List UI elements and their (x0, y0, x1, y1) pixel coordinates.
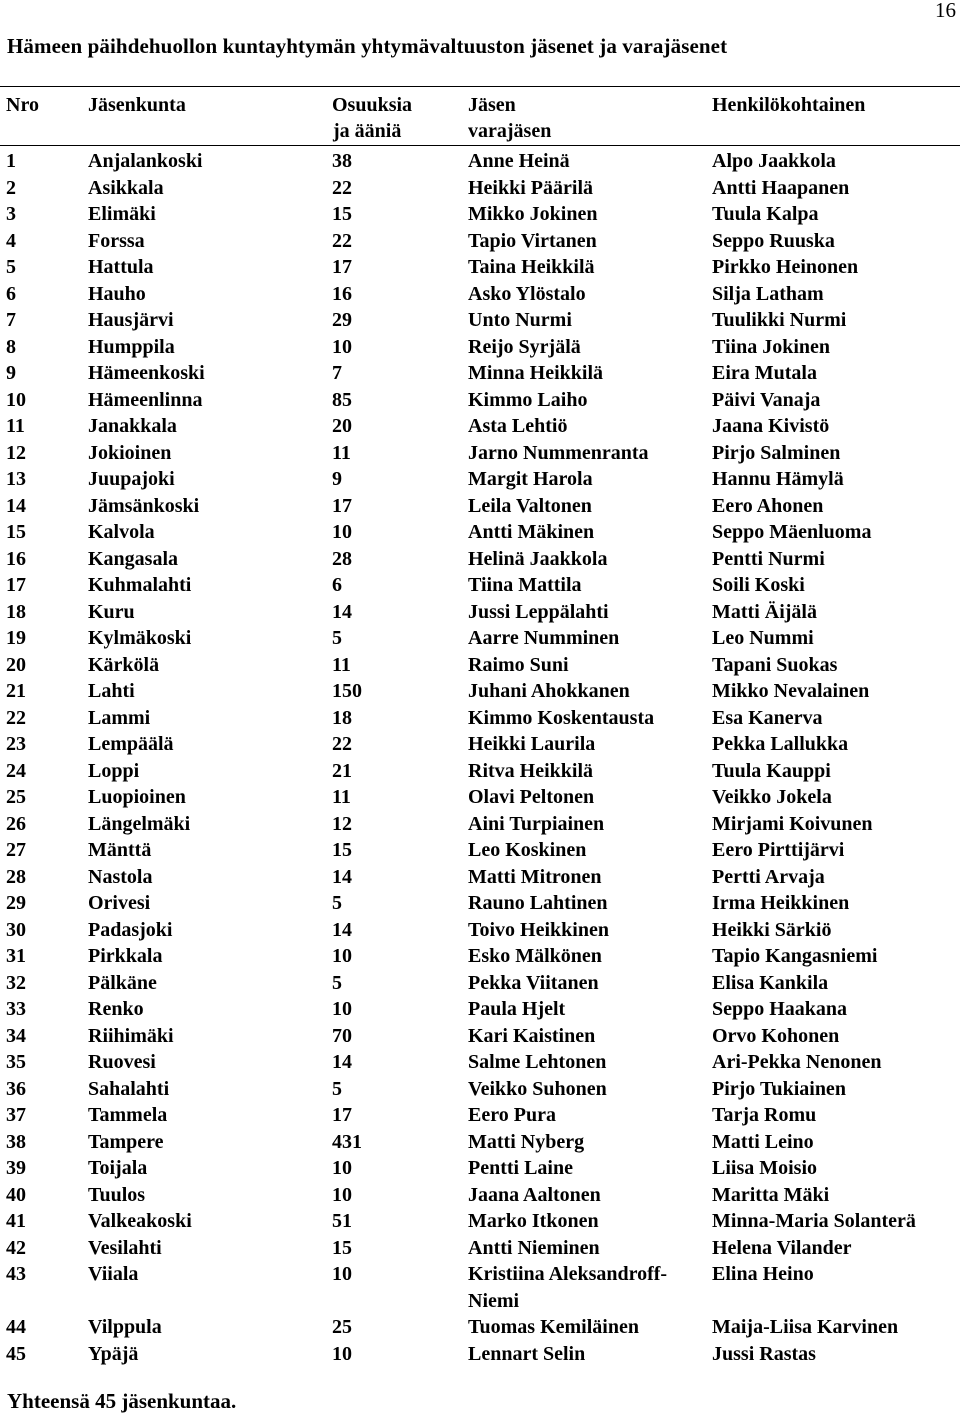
cell-jasen: Eero Pura (468, 1104, 556, 1126)
cell-jasen: Jarno Nummenranta (468, 441, 649, 464)
header-osuuksia (332, 92, 412, 144)
cell-osuuksia: 17 (332, 1104, 352, 1126)
cell-osuuksia: 18 (332, 706, 352, 729)
cell-jasen: Margit Harola (468, 468, 593, 490)
table-row (0, 1049, 960, 1076)
cell-henkilokohtainen: Mirjami Koivunen (712, 812, 873, 835)
cell-osuuksia: 70 (332, 1024, 352, 1047)
cell-jasen: Veikko Suhonen (468, 1077, 607, 1100)
cell-jasen: Aarre Numminen (468, 627, 620, 649)
cell-osuuksia: 431 (332, 1130, 362, 1153)
cell-henkilokohtainen: Pirjo Salminen (712, 441, 841, 464)
cell-osuuksia: 5 (332, 892, 342, 914)
cell-nro: 3 (6, 203, 16, 225)
header-jasen-line1: Jäsen (468, 94, 516, 116)
cell-jasen: Helinä Jaakkola (468, 547, 608, 570)
table-row (0, 1155, 960, 1182)
table-row (0, 440, 960, 467)
cell-henkilokohtainen: Tuulikki Nurmi (712, 309, 847, 331)
cell-nro: 40 (6, 1183, 26, 1206)
cell-jasenkunta: Jokioinen (88, 441, 172, 464)
cell-nro: 31 (6, 945, 26, 967)
cell-nro: 11 (6, 415, 25, 437)
cell-henkilokohtainen: Soili Koski (712, 574, 805, 596)
cell-nro: 16 (6, 547, 26, 570)
cell-nro: 10 (6, 388, 26, 411)
cell-jasen: Pentti Laine (468, 1157, 573, 1179)
cell-jasenkunta: Vilppula (88, 1316, 162, 1338)
cell-henkilokohtainen: Seppo Mäenluoma (712, 521, 872, 543)
cell-jasenkunta: Tammela (88, 1104, 168, 1126)
cell-jasenkunta: Asikkala (88, 176, 164, 199)
cell-jasen: Mikko Jokinen (468, 203, 598, 225)
cell-nro: 39 (6, 1157, 26, 1179)
cell-jasen: Reijo Syrjälä (468, 335, 581, 358)
table-row (0, 1314, 960, 1341)
cell-nro: 6 (6, 282, 16, 305)
table-row (0, 201, 960, 228)
cell-jasenkunta: Ruovesi (88, 1051, 156, 1073)
cell-nro: 27 (6, 839, 26, 861)
cell-jasen: Kari Kaistinen (468, 1024, 596, 1047)
cell-henkilokohtainen: Veikko Jokela (712, 786, 832, 808)
cell-nro: 15 (6, 521, 26, 543)
cell-nro: 2 (6, 176, 16, 199)
header-henkilokohtainen: Henkilökohtainen (712, 94, 866, 116)
table-row (0, 970, 960, 997)
cell-henkilokohtainen: Pirkko Heinonen (712, 256, 859, 278)
table-row (0, 493, 960, 520)
cell-jasen: Heikki Päärilä (468, 176, 593, 199)
cell-nro: 19 (6, 627, 26, 649)
cell-osuuksia: 25 (332, 1316, 352, 1338)
cell-jasen: Kristiina Aleksandroff-Niemi (468, 1263, 668, 1312)
table-row (0, 1129, 960, 1156)
cell-jasen: Leila Valtonen (468, 494, 592, 517)
cell-jasenkunta: Renko (88, 998, 144, 1020)
cell-osuuksia: 10 (332, 998, 352, 1020)
cell-nro: 24 (6, 759, 26, 782)
cell-jasen: Salme Lehtonen (468, 1051, 607, 1073)
table-row (0, 228, 960, 255)
table-row (0, 864, 960, 891)
cell-nro: 37 (6, 1104, 26, 1126)
cell-osuuksia: 22 (332, 176, 352, 199)
cell-henkilokohtainen: Esa Kanerva (712, 706, 823, 729)
table-row (0, 1182, 960, 1209)
cell-jasen: Minna Heikkilä (468, 362, 604, 384)
cell-jasenkunta: Mänttä (88, 839, 152, 861)
cell-nro: 26 (6, 812, 26, 835)
cell-jasenkunta: Loppi (88, 759, 140, 782)
cell-osuuksia: 11 (332, 441, 351, 464)
table-row (0, 1102, 960, 1129)
header-nro: Nro (6, 94, 39, 116)
cell-jasenkunta: Kuhmalahti (88, 574, 192, 596)
cell-henkilokohtainen: Matti Äijälä (712, 600, 817, 623)
cell-jasen: Aini Turpiainen (468, 812, 605, 835)
cell-jasenkunta: Vesilahti (88, 1236, 162, 1259)
cell-nro: 44 (6, 1316, 26, 1338)
cell-osuuksia: 85 (332, 388, 352, 411)
cell-jasenkunta: Hattula (88, 256, 154, 278)
table-body (0, 146, 960, 1367)
cell-jasenkunta: Viiala (88, 1263, 139, 1285)
table-row (0, 307, 960, 334)
cell-osuuksia: 15 (332, 203, 352, 225)
cell-jasenkunta: Nastola (88, 865, 153, 888)
cell-osuuksia: 20 (332, 415, 352, 437)
cell-nro: 23 (6, 733, 26, 755)
cell-jasenkunta: Kuru (88, 600, 135, 623)
cell-henkilokohtainen: Eero Pirttijärvi (712, 839, 845, 861)
table-row (0, 387, 960, 414)
cell-jasen: Leo Koskinen (468, 839, 587, 861)
cell-jasen: Juhani Ahokkanen (468, 680, 630, 702)
cell-henkilokohtainen: Tapani Suokas (712, 653, 838, 676)
cell-osuuksia: 5 (332, 971, 342, 994)
cell-nro: 20 (6, 653, 26, 676)
table-row (0, 1023, 960, 1050)
cell-nro: 28 (6, 865, 26, 888)
cell-osuuksia: 14 (332, 1051, 352, 1073)
cell-henkilokohtainen: Eero Ahonen (712, 494, 824, 517)
table-row (0, 996, 960, 1023)
cell-osuuksia: 11 (332, 653, 351, 676)
cell-jasenkunta: Hauho (88, 282, 146, 305)
cell-nro: 43 (6, 1263, 26, 1285)
cell-jasenkunta: Toijala (88, 1157, 148, 1179)
cell-nro: 45 (6, 1342, 26, 1365)
cell-osuuksia: 5 (332, 627, 342, 649)
cell-henkilokohtainen: Seppo Ruuska (712, 229, 835, 252)
cell-henkilokohtainen: Maija-Liisa Karvinen (712, 1316, 899, 1338)
cell-jasenkunta: Juupajoki (88, 468, 175, 490)
cell-henkilokohtainen: Eira Mutala (712, 362, 817, 384)
table-row (0, 758, 960, 785)
cell-nro: 12 (6, 441, 26, 464)
cell-henkilokohtainen: Tapio Kangasniemi (712, 945, 878, 967)
cell-jasenkunta: Tuulos (88, 1183, 146, 1206)
cell-henkilokohtainen: Jussi Rastas (712, 1342, 816, 1365)
cell-osuuksia: 17 (332, 256, 352, 278)
cell-nro: 42 (6, 1236, 26, 1259)
table-row (0, 1341, 960, 1368)
cell-henkilokohtainen: Matti Leino (712, 1130, 814, 1153)
cell-jasen: Matti Nyberg (468, 1130, 585, 1153)
cell-nro: 21 (6, 680, 26, 702)
cell-osuuksia: 38 (332, 150, 352, 172)
cell-nro: 33 (6, 998, 26, 1020)
table-row (0, 652, 960, 679)
cell-osuuksia: 15 (332, 839, 352, 861)
cell-jasen: Pekka Viitanen (468, 971, 599, 994)
cell-jasenkunta: Tampere (88, 1130, 164, 1153)
cell-osuuksia: 10 (332, 335, 352, 358)
table-row (0, 1076, 960, 1103)
table-row (0, 281, 960, 308)
cell-nro: 17 (6, 574, 26, 596)
cell-osuuksia: 150 (332, 680, 362, 702)
page-number: 16 (935, 0, 956, 22)
cell-henkilokohtainen: Tuula Kalpa (712, 203, 819, 225)
cell-nro: 32 (6, 971, 26, 994)
cell-jasen: Jaana Aaltonen (468, 1183, 601, 1206)
cell-jasen: Ritva Heikkilä (468, 759, 594, 782)
cell-nro: 9 (6, 362, 16, 384)
cell-nro: 18 (6, 600, 26, 623)
cell-nro: 13 (6, 468, 26, 490)
cell-jasenkunta: Jämsänkoski (88, 494, 200, 517)
cell-jasenkunta: Janakkala (88, 415, 177, 437)
cell-osuuksia: 22 (332, 733, 352, 755)
table-row (0, 546, 960, 573)
table-row (0, 1235, 960, 1262)
cell-jasenkunta: Ypäjä (88, 1342, 139, 1365)
cell-henkilokohtainen: Pertti Arvaja (712, 865, 825, 888)
cell-jasenkunta: Riihimäki (88, 1024, 174, 1047)
cell-jasenkunta: Pirkkala (88, 945, 163, 967)
cell-henkilokohtainen: Silja Latham (712, 282, 824, 305)
cell-jasenkunta: Pälkäne (88, 971, 157, 994)
cell-nro: 4 (6, 229, 16, 252)
cell-nro: 1 (6, 150, 16, 172)
cell-jasen: Kimmo Laiho (468, 388, 588, 411)
cell-nro: 22 (6, 706, 26, 729)
cell-jasen: Kimmo Koskentausta (468, 706, 655, 729)
cell-jasenkunta: Humppila (88, 335, 175, 358)
cell-nro: 8 (6, 335, 16, 358)
cell-osuuksia: 10 (332, 1157, 352, 1179)
cell-jasen: Unto Nurmi (468, 309, 572, 331)
cell-jasen: Esko Mälkönen (468, 945, 602, 967)
table-row (0, 917, 960, 944)
cell-jasen: Tuomas Kemiläinen (468, 1316, 639, 1338)
table-row (0, 175, 960, 202)
table-row (0, 148, 960, 175)
table-row (0, 731, 960, 758)
cell-jasen: Raimo Suni (468, 653, 569, 676)
cell-osuuksia: 10 (332, 521, 352, 543)
cell-nro: 36 (6, 1077, 26, 1100)
cell-nro: 29 (6, 892, 26, 914)
cell-jasen: Matti Mitronen (468, 865, 602, 888)
cell-henkilokohtainen: Maritta Mäki (712, 1183, 830, 1206)
table-row (0, 705, 960, 732)
table-row (0, 811, 960, 838)
cell-henkilokohtainen: Seppo Haakana (712, 998, 848, 1020)
table-row (0, 943, 960, 970)
cell-jasenkunta: Forssa (88, 229, 145, 252)
cell-jasen: Paula Hjelt (468, 998, 566, 1020)
cell-osuuksia: 10 (332, 1342, 352, 1365)
cell-henkilokohtainen: Minna-Maria Solanterä (712, 1210, 916, 1232)
cell-nro: 30 (6, 918, 26, 941)
table-row (0, 572, 960, 599)
cell-osuuksia: 10 (332, 1183, 352, 1206)
cell-jasenkunta: Kärkölä (88, 653, 160, 676)
table-row (0, 334, 960, 361)
cell-henkilokohtainen: Pentti Nurmi (712, 547, 825, 570)
cell-nro: 25 (6, 786, 26, 808)
member-table (0, 86, 960, 1367)
cell-osuuksia: 28 (332, 547, 352, 570)
cell-osuuksia: 14 (332, 600, 352, 623)
cell-osuuksia: 12 (332, 812, 352, 835)
table-row (0, 784, 960, 811)
cell-henkilokohtainen: Orvo Kohonen (712, 1024, 840, 1047)
header-osuuksia-line1: Osuuksia (332, 94, 413, 116)
cell-jasenkunta: Anjalankoski (88, 150, 203, 172)
header-jasen (468, 92, 551, 144)
cell-osuuksia: 11 (332, 786, 351, 808)
cell-henkilokohtainen: Antti Haapanen (712, 176, 850, 199)
cell-osuuksia: 21 (332, 759, 352, 782)
cell-jasenkunta: Lahti (88, 680, 135, 702)
header-osuuksia-line2: ja ääniä (333, 120, 402, 142)
cell-henkilokohtainen: Tiina Jokinen (712, 335, 831, 358)
cell-henkilokohtainen: Tuula Kauppi (712, 759, 831, 782)
table-row (0, 625, 960, 652)
cell-nro: 34 (6, 1024, 26, 1047)
table-row (0, 254, 960, 281)
table-row (0, 599, 960, 626)
cell-jasen: Marko Itkonen (468, 1210, 599, 1232)
cell-osuuksia: 22 (332, 229, 352, 252)
cell-osuuksia: 14 (332, 865, 352, 888)
cell-jasenkunta: Hausjärvi (88, 309, 174, 331)
cell-jasen: Antti Mäkinen (468, 521, 595, 543)
cell-osuuksia: 7 (332, 362, 342, 384)
cell-henkilokohtainen: Elisa Kankila (712, 971, 829, 994)
cell-henkilokohtainen: Hannu Hämylä (712, 468, 844, 490)
cell-jasen: Tiina Mattila (468, 574, 582, 596)
cell-osuuksia: 29 (332, 309, 352, 331)
table-header (0, 86, 960, 146)
cell-jasenkunta: Hämeenlinna (88, 388, 203, 411)
cell-jasen: Tapio Virtanen (468, 229, 597, 252)
cell-osuuksia: 6 (332, 574, 342, 596)
cell-jasen: Jussi Leppälahti (468, 600, 609, 623)
cell-osuuksia: 5 (332, 1077, 342, 1100)
cell-jasenkunta: Längelmäki (88, 812, 191, 835)
header-jasen-line2: varajäsen (468, 120, 552, 142)
cell-jasen: Taina Heikkilä (468, 256, 595, 278)
cell-osuuksia: 14 (332, 918, 352, 941)
table-row (0, 360, 960, 387)
cell-jasenkunta: Luopioinen (88, 786, 186, 808)
cell-jasen: Anne Heinä (468, 150, 570, 172)
cell-henkilokohtainen: Pekka Lallukka (712, 733, 849, 755)
table-row (0, 678, 960, 705)
cell-jasen: Lennart Selin (468, 1342, 586, 1365)
cell-osuuksia: 51 (332, 1210, 352, 1232)
cell-osuuksia: 17 (332, 494, 352, 517)
cell-nro: 41 (6, 1210, 26, 1232)
cell-henkilokohtainen: Tarja Romu (712, 1104, 817, 1126)
cell-jasenkunta: Kangasala (88, 547, 179, 570)
cell-jasen: Olavi Peltonen (468, 786, 595, 808)
table-row (0, 519, 960, 546)
cell-henkilokohtainen: Ari-Pekka Nenonen (712, 1051, 882, 1073)
cell-jasenkunta: Lammi (88, 706, 151, 729)
cell-jasen: Asta Lehtiö (468, 415, 568, 437)
cell-osuuksia: 9 (332, 468, 342, 490)
cell-henkilokohtainen: Irma Heikkinen (712, 892, 850, 914)
cell-jasenkunta: Sahalahti (88, 1077, 170, 1100)
cell-jasenkunta: Hämeenkoski (88, 362, 205, 384)
cell-jasenkunta: Lempäälä (88, 733, 174, 755)
cell-osuuksia: 15 (332, 1236, 352, 1259)
cell-jasen: Antti Nieminen (468, 1236, 600, 1259)
cell-henkilokohtainen: Pirjo Tukiainen (712, 1077, 846, 1100)
footer-note: Yhteensä 45 jäsenkuntaa. (7, 1389, 237, 1413)
document-title: Hämeen päihdehuollon kuntayhtymän yhtymävaltuuston jäsenet ja varajäsenet (7, 34, 728, 58)
cell-osuuksia: 16 (332, 282, 352, 305)
cell-jasen: Heikki Laurila (468, 733, 596, 755)
cell-jasenkunta: Padasjoki (88, 918, 173, 941)
cell-jasenkunta: Kylmäkoski (88, 627, 192, 649)
cell-henkilokohtainen: Alpo Jaakkola (712, 150, 836, 172)
cell-nro: 38 (6, 1130, 26, 1153)
cell-osuuksia: 10 (332, 945, 352, 967)
cell-jasenkunta: Valkeakoski (88, 1210, 192, 1232)
table-row (0, 413, 960, 440)
cell-henkilokohtainen: Liisa Moisio (712, 1157, 818, 1179)
cell-henkilokohtainen: Mikko Nevalainen (712, 680, 870, 702)
cell-henkilokohtainen: Helena Vilander (712, 1236, 852, 1259)
cell-nro: 35 (6, 1051, 26, 1073)
cell-nro: 5 (6, 256, 16, 278)
table-row (0, 1261, 960, 1314)
cell-osuuksia: 10 (332, 1263, 352, 1285)
cell-jasenkunta: Kalvola (88, 521, 155, 543)
cell-henkilokohtainen: Leo Nummi (712, 627, 814, 649)
table-row (0, 837, 960, 864)
table-row (0, 1208, 960, 1235)
cell-nro: 7 (6, 309, 16, 331)
cell-henkilokohtainen: Päivi Vanaja (712, 388, 821, 411)
cell-jasenkunta: Orivesi (88, 892, 151, 914)
cell-jasen: Toivo Heikkinen (468, 918, 609, 941)
table-row (0, 466, 960, 493)
header-jasenkunta: Jäsenkunta (88, 94, 186, 116)
cell-henkilokohtainen: Jaana Kivistö (712, 415, 830, 437)
cell-jasenkunta: Elimäki (88, 203, 156, 225)
table-row (0, 890, 960, 917)
cell-jasen: Rauno Lahtinen (468, 892, 608, 914)
cell-henkilokohtainen: Elina Heino (712, 1263, 814, 1285)
cell-jasen: Asko Ylöstalo (468, 282, 586, 305)
cell-henkilokohtainen: Heikki Särkiö (712, 918, 832, 941)
cell-nro: 14 (6, 494, 26, 517)
